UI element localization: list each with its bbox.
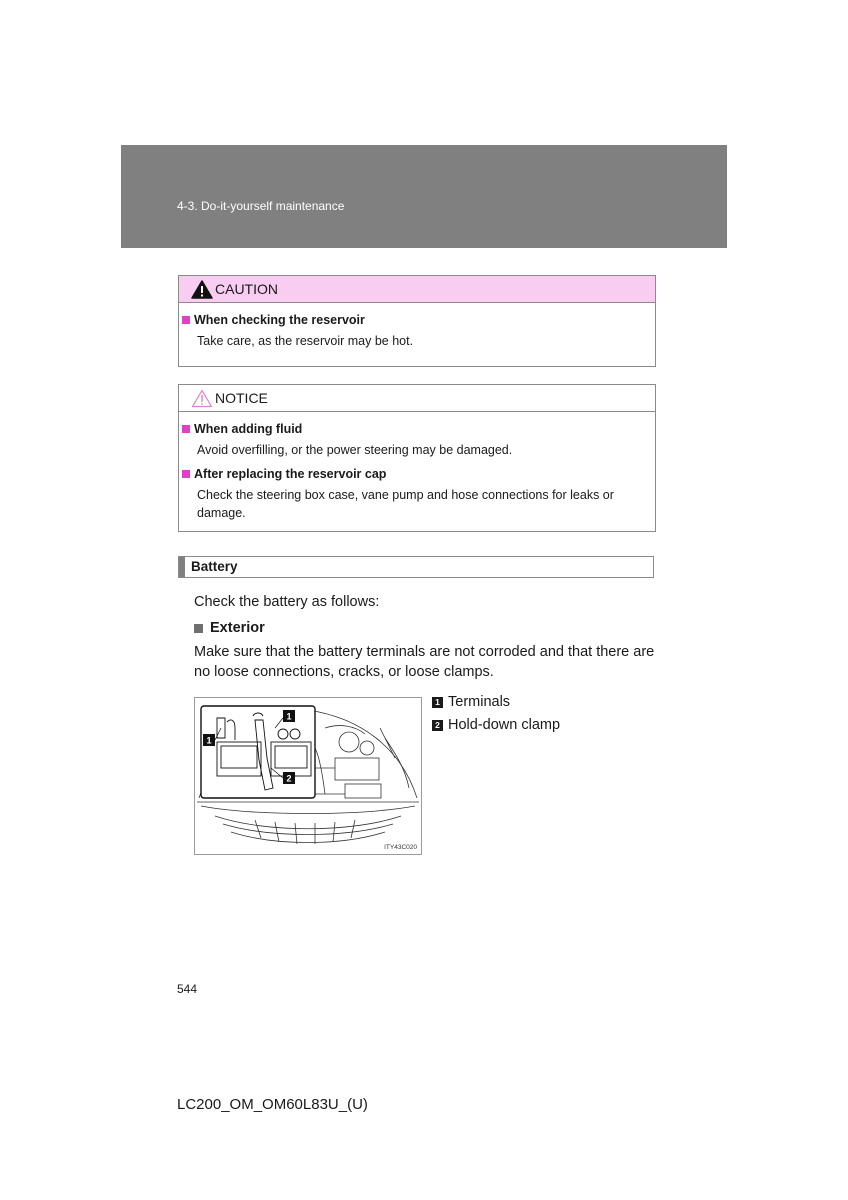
caution-subheading: When checking the reservoir [182, 313, 641, 327]
caution-body [179, 303, 655, 366]
section-title: 4-3. Do-it-yourself maintenance [177, 199, 345, 213]
svg-text:2: 2 [286, 773, 292, 784]
notice-text-1: Avoid overfilling, or the power steering may be damaged. [197, 443, 513, 457]
battery-intro: Check the battery as follows: [194, 594, 380, 610]
caution-box [178, 275, 656, 367]
caution-header [179, 276, 655, 303]
notice-header [179, 385, 655, 412]
notice-title: NOTICE [215, 390, 268, 406]
caution-text: Take care, as the reservoir may be hot. [197, 334, 414, 348]
number-1-icon: 1 [432, 697, 443, 708]
bullet-square-icon [182, 316, 190, 324]
header-band [121, 145, 727, 248]
battery-section-bar [178, 556, 654, 578]
warning-icon [191, 280, 213, 299]
notice-box [178, 384, 656, 532]
battery-title: Battery [191, 559, 238, 574]
bullet-square-icon [194, 624, 203, 633]
callout-1-top [283, 710, 295, 722]
caution-title: CAUTION [215, 281, 278, 297]
page-number: 544 [177, 982, 198, 996]
exterior-heading: Exterior [194, 620, 265, 636]
exterior-text: Make sure that the battery terminals are not corroded and that there are no loose connections, cracks, or loose clamps. [194, 644, 655, 680]
number-2-icon: 2 [432, 720, 443, 731]
callout-2 [283, 772, 295, 784]
legend-item-hold-down-clamp: 2 Hold-down clamp [432, 717, 560, 733]
footer-document-code: LC200_OM_OM60L83U_(U) [177, 1096, 368, 1113]
svg-text:1: 1 [206, 735, 212, 746]
figure-code: ITY43C020 [384, 844, 417, 851]
notice-subheading-2: After replacing the reservoir cap [182, 467, 641, 481]
callout-1-left [203, 734, 215, 746]
battery-illustration [194, 697, 422, 855]
svg-text:1: 1 [286, 711, 292, 722]
engine-bay-drawing [195, 698, 421, 854]
notice-subheading-1: When adding fluid [182, 422, 641, 436]
notice-body [179, 412, 655, 531]
notice-warning-icon [191, 389, 213, 408]
bullet-square-icon [182, 470, 190, 478]
legend-item-terminals: 1 Terminals [432, 694, 510, 710]
notice-text-2: Check the steering box case, vane pump and hose connections for leaks or damage. [197, 488, 614, 520]
section-accent [179, 557, 185, 577]
bullet-square-icon [182, 425, 190, 433]
